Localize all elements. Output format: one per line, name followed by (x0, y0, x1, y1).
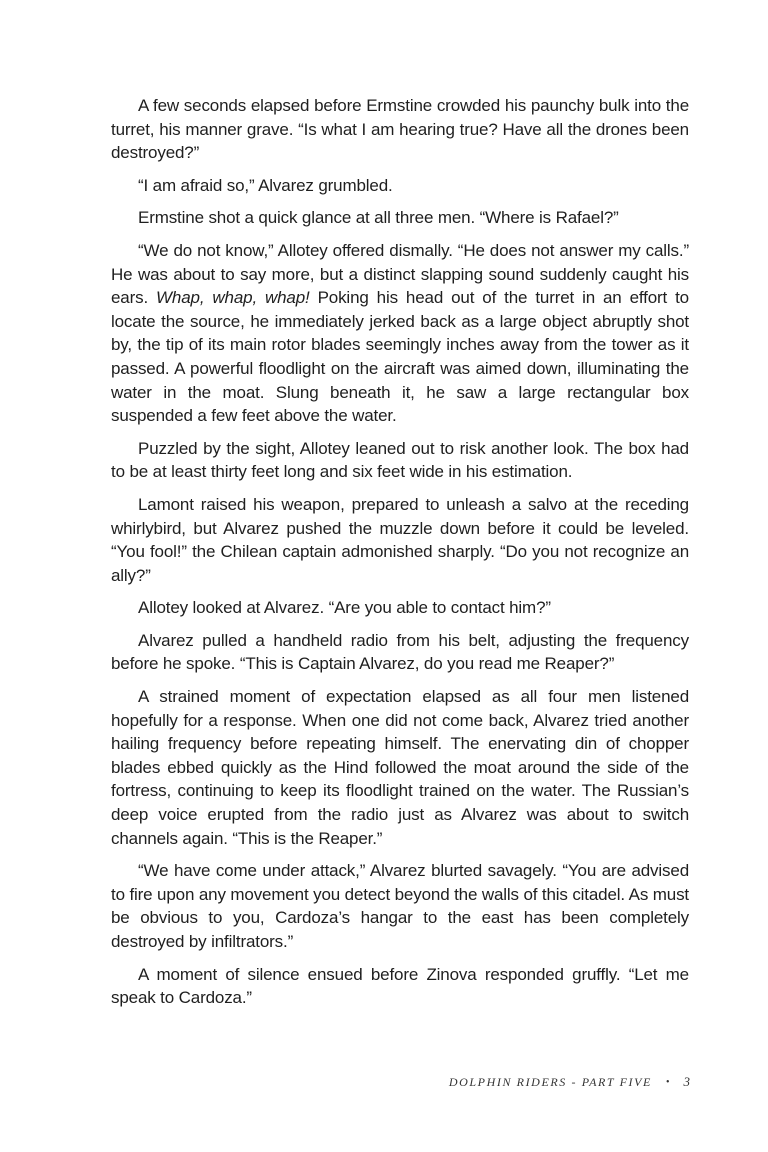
paragraph-4-end: Poking his head out of the turret in an effort to locate the source, he immediately jerked back as a large object abruptly shot by, the tip of its main rotor blades seemingly inches away from the tower as it passed. A powerful floodlight on the aircraft was aimed down, illuminating the water in the moat. Slung beneath it, he saw a large rectangular box suspended a few feet above the water. (111, 288, 689, 426)
paragraph-1: A few seconds elapsed before Ermstine crowded his paunchy bulk into the turret, his manner grave. “Is what I am hearing true? Have all the drones been destroyed?” (111, 96, 689, 163)
paragraph-11: A moment of silence ensued before Zinova responded gruffly. “Let me speak to Cardoza.” (111, 964, 689, 1008)
paragraph-2: “I am afraid so,” Alvarez grumbled. (138, 175, 393, 195)
paragraph-4-start: “We do not know,” Allotey offered dismally. “He does not answer my calls.” He was about to say more, but a distinct slapping sound suddenly caught his ears. (111, 240, 689, 308)
page-number: 3 (683, 1074, 690, 1089)
paragraph-10: “We have come under attack,” Alvarez blurted savagely. “You are advised to fire upon any movement you detect beyond the walls of this citadel. As must be obvious to you, Cardoza’s hangar to the east has been completely destroyed by infiltrators.” (111, 861, 689, 951)
running-head: DOLPHIN RIDERS - PART FIVE (448, 1074, 652, 1089)
page-footer (360, 1072, 690, 1092)
body-text (111, 94, 689, 1019)
paragraph-5: Puzzled by the sight, Allotey leaned out to risk another look. The box had to be at least thirty feet long and six feet wide in his estimation. (111, 438, 689, 482)
paragraph-6: Lamont raised his weapon, prepared to unleash a salvo at the receding whirlybird, but Alvarez pushed the muzzle down before it could be leveled. “You fool!” the Chilean captain admonished sharply. “Do you not recognize an ally?” (111, 494, 689, 585)
paragraph-4-italic-sound: Whap, whap, whap! (156, 288, 310, 308)
paragraph-4 (111, 239, 689, 428)
paragraph-9: A strained moment of expectation elapsed as all four men listened hopefully for a response. When one did not come back, Alvarez tried another hailing frequency before repeating himself. The enervating din of chopper blades ebbed quickly as the Hind followed the moat around the side of the fortress, continuing to keep its floodlight trained on the water. The Russian’s deep voice erupted from the radio just as Alvarez was about to switch channels again. “This is the Reaper.” (111, 687, 689, 848)
bullet-separator: • (665, 1076, 670, 1088)
paragraph-7: Allotey looked at Alvarez. “Are you able to contact him?” (138, 598, 551, 618)
paragraph-8: Alvarez pulled a handheld radio from his belt, adjusting the frequency before he spoke. “This is Captain Alvarez, do you read me Reaper?” (111, 630, 689, 674)
paragraph-3: Ermstine shot a quick glance at all three men. “Where is Rafael?” (138, 208, 619, 228)
